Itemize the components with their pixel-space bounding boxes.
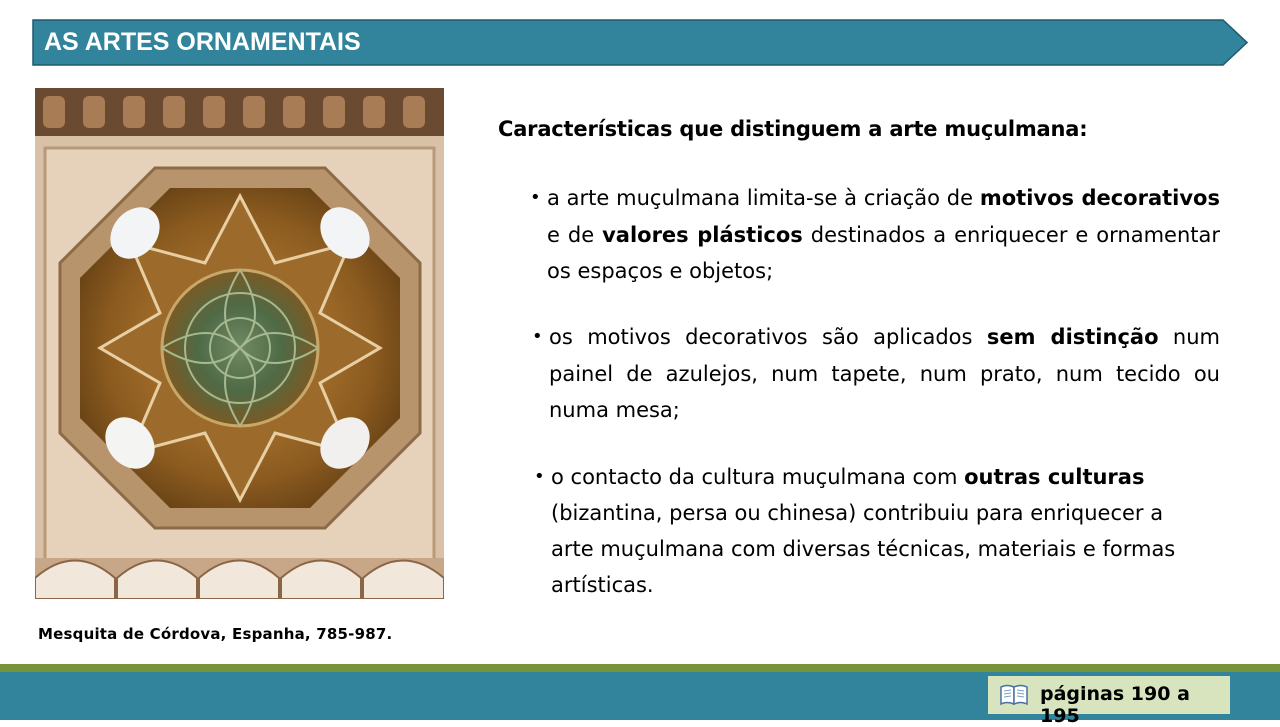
title-banner [32, 19, 1248, 66]
footer-stripe [0, 664, 1280, 672]
bullet-text: o contacto da cultura muçulmana com [551, 465, 965, 489]
bullet-emphasis: valores plásticos [602, 222, 803, 247]
bullet-emphasis: outras culturas [964, 465, 1145, 489]
bullet-text: num painel de azulejos, num tapete, num prato, num tecido ou numa mesa; [549, 325, 1220, 422]
book-icon [1000, 684, 1028, 706]
bullet-dot: • [532, 326, 543, 347]
bullet-text: os motivos decorativos são aplicados [549, 325, 987, 349]
mosque-dome-photo [35, 88, 444, 599]
pages-reference[interactable] [988, 676, 1230, 727]
bullet-item [534, 459, 1211, 603]
bullet-item [530, 180, 1220, 290]
bullet-text: destinados a enriquecer e ornamentar os espaços e objetos; [547, 222, 1220, 283]
bullet-emphasis: sem distinção [986, 325, 1159, 349]
photo-caption: Mesquita de Córdova, Espanha, 785-987. [38, 625, 393, 643]
bullet-dot: • [534, 466, 545, 487]
bullet-text: e de [547, 222, 603, 247]
bullet-text: a arte muçulmana limita-se à criação de [547, 186, 980, 210]
section-heading: Características que distinguem a arte muçulmana: [498, 117, 1088, 141]
bullet-emphasis: motivos decorativos [979, 186, 1220, 210]
bullet-text: (bizantina, persa ou chinesa) contribuiu para enriquecer a arte muçulmana com diversas técnicas, materiais e formas artísticas. [551, 501, 1176, 597]
bullet-item [532, 319, 1220, 429]
bullet-dot: • [530, 187, 541, 208]
dome-illustration [35, 88, 444, 599]
pages-label: páginas 190 a 195 [1040, 683, 1190, 727]
slide-title: AS ARTES ORNAMENTAIS [44, 28, 361, 56]
